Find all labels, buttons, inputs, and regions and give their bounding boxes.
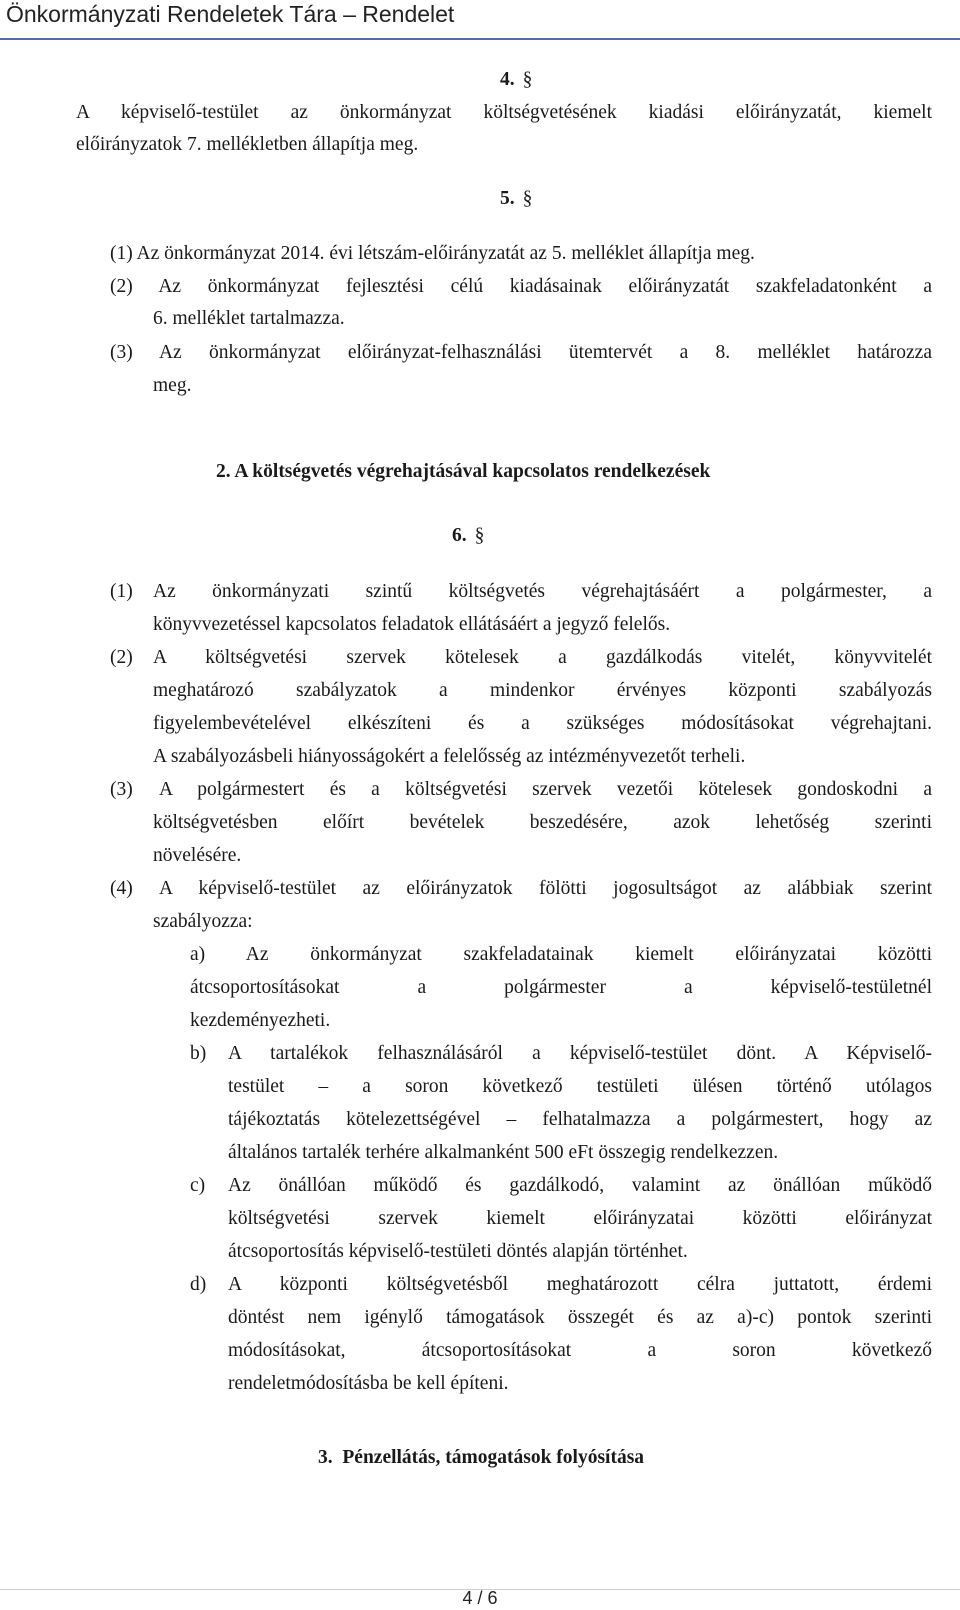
section-symbol: § xyxy=(474,525,485,546)
para-4-line-2: szabályozza: xyxy=(153,911,253,932)
section-symbol: § xyxy=(522,69,533,90)
item-d-line-4: rendeletmódosításba be kell építeni. xyxy=(228,1373,509,1394)
item-b-line-2: testület – a soron következő testületi ülésen történő utólagos xyxy=(228,1076,932,1097)
section-5-para-2-line-1: (2) Az önkormányzat fejlesztési célú kiadásainak előirányzatát szakfeladatonként a xyxy=(110,276,932,297)
para-2-line-2: meghatározó szabályzatok a mindenkor érvényes központi szabályozás xyxy=(153,680,932,701)
item-a-line-1: a) Az önkormányzat szakfeladatainak kiemelt előirányzatai közötti xyxy=(190,944,932,965)
chapter-3-title: 3. Pénzellátás, támogatások folyósítása xyxy=(318,1447,645,1468)
para-1-line-1: Az önkormányzati szintű költségvetés végrehajtásáért a polgármester, a xyxy=(153,581,932,602)
section-4-line-1: A képviselő-testület az önkormányzat költségvetésének kiadási előirányzatát, kiemelt xyxy=(76,102,932,123)
para-3-line-3: növelésére. xyxy=(153,845,242,866)
para-4-number: (4) xyxy=(110,878,133,899)
section-4-number: 4. xyxy=(500,69,515,90)
section-6-number: 6. xyxy=(452,525,467,546)
item-a-line-3: kezdeményezheti. xyxy=(190,1010,331,1031)
section-4-line-2: előirányzatok 7. mellékletben állapítja meg. xyxy=(76,134,419,155)
item-b-line-1: A tartalékok felhasználásáról a képviselő-testület dönt. A Képviselő- xyxy=(228,1043,932,1064)
viewer-footer xyxy=(0,1589,960,1610)
para-2-line-1: A költségvetési szervek kötelesek a gazdálkodás vitelét, könyvvitelét xyxy=(153,647,932,668)
para-3-line-1: A polgármestert és a költségvetési szervek vezetői kötelesek gondoskodni a xyxy=(159,779,932,800)
para-2-line-4: A szabályozásbeli hiányosságokért a felelősség az intézményvezetőt terheli. xyxy=(153,746,746,767)
page-indicator: 4 / 6 xyxy=(462,1588,498,1608)
section-6-heading xyxy=(452,524,484,547)
section-5-number: 5. xyxy=(500,188,515,209)
item-b-line-4: általános tartalék terhére alkalmanként 500 eFt összegig rendelkezzen. xyxy=(228,1142,779,1163)
section-5-para-3-line-2: meg. xyxy=(153,375,192,396)
chapter-2-title: 2. A költségvetés végrehajtásával kapcsolatos rendelkezések xyxy=(216,461,711,482)
para-1-line-2: könyvvezetéssel kapcsolatos feladatok ellátásáért a jegyző felelős. xyxy=(153,614,671,635)
para-2-line-3: figyelembevételével elkészíteni és a szükséges módosításokat végrehajtani. xyxy=(153,713,932,734)
section-5-para-2-line-2: 6. melléklet tartalmazza. xyxy=(153,308,345,329)
item-a-line-2: átcsoportosításokat a polgármester a képviselő-testületnél xyxy=(190,977,932,998)
para-1-number: (1) xyxy=(110,581,133,602)
section-5-para-1: (1) Az önkormányzat 2014. évi létszám-előirányzatát az 5. melléklet állapítja meg. xyxy=(110,243,755,264)
item-c-label: c) xyxy=(190,1175,206,1196)
para-2-number: (2) xyxy=(110,647,133,668)
para-3-number: (3) xyxy=(110,779,133,800)
item-d-line-1: A központi költségvetésből meghatározott célra juttatott, érdemi xyxy=(228,1274,932,1295)
item-d-line-2: döntést nem igénylő támogatások összegét és az a)-c) pontok szerinti xyxy=(228,1307,932,1328)
item-b-line-3: tájékoztatás kötelezettségével – felhatalmazza a polgármestert, hogy az xyxy=(228,1109,932,1130)
item-c-line-2: költségvetési szervek kiemelt előirányzatai közötti előirányzat xyxy=(228,1208,932,1229)
section-5-para-3-line-1: (3) Az önkormányzat előirányzat-felhasználási ütemtervét a 8. melléklet határozza xyxy=(110,342,932,363)
viewer-header xyxy=(0,0,960,40)
item-b-label: b) xyxy=(190,1043,207,1064)
section-5-heading xyxy=(500,187,532,210)
item-d-line-3: módosításokat, átcsoportosításokat a soron következő xyxy=(228,1340,932,1361)
section-symbol: § xyxy=(522,188,533,209)
para-4-line-1: A képviselő-testület az előirányzatok fölötti jogosultságot az alábbiak szerint xyxy=(159,878,932,899)
para-3-line-2: költségvetésben előírt bevételek beszedésére, azok lehetőség szerinti xyxy=(153,812,932,833)
item-c-line-3: átcsoportosítás képviselő-testületi döntés alapján történhet. xyxy=(228,1241,688,1262)
section-4-heading xyxy=(500,68,532,91)
item-c-line-1: Az önállóan működő és gazdálkodó, valamint az önállóan működő xyxy=(228,1175,932,1196)
document-title: Önkormányzati Rendeletek Tára – Rendelet xyxy=(6,1,455,27)
item-d-label: d) xyxy=(190,1274,207,1295)
